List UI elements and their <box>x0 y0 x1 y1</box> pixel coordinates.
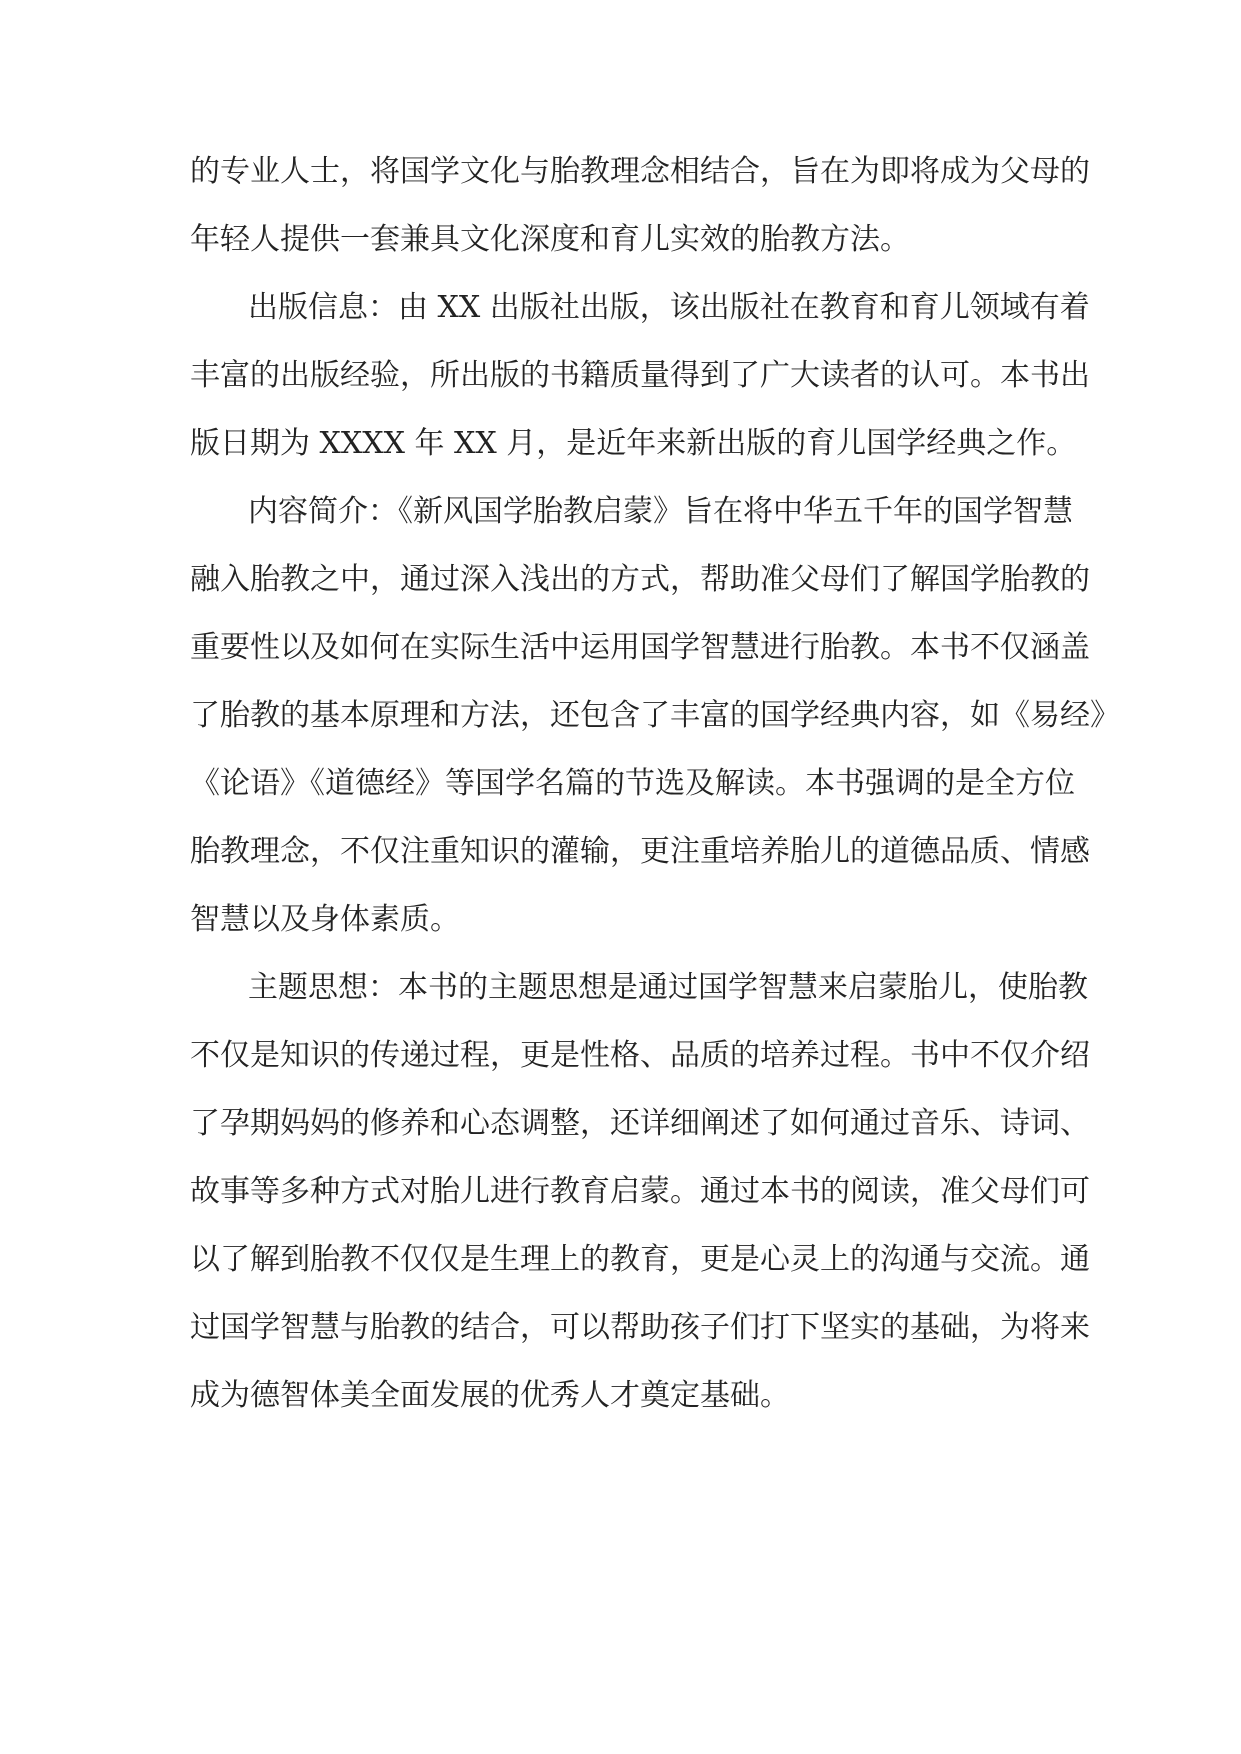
paragraph-content-summary <box>190 478 1120 954</box>
text-line: 胎教理念，不仅注重知识的灌输，更注重培养胎儿的道德品质、情感 <box>190 834 1090 869</box>
text-line: 出版信息：由 XX 出版社出版，该出版社在教育和育儿领域有着 <box>248 290 1090 325</box>
text-line: 智慧以及身体素质。 <box>190 902 460 937</box>
text-line: 丰富的出版经验，所出版的书籍质量得到了广大读者的认可。本书出 <box>190 358 1090 393</box>
text-line: 成为德智体美全面发展的优秀人才奠定基础。 <box>190 1378 790 1413</box>
text-line: 不仅是知识的传递过程，更是性格、品质的培养过程。书中不仅介绍 <box>190 1038 1090 1073</box>
text-line: 以了解到胎教不仅仅是生理上的教育，更是心灵上的沟通与交流。通 <box>190 1242 1090 1277</box>
paragraph-publication-info <box>190 274 1090 478</box>
text-line: 了孕期妈妈的修养和心态调整，还详细阐述了如何通过音乐、诗词、 <box>190 1106 1090 1141</box>
paragraph-author-background <box>190 138 1090 274</box>
text-line: 融入胎教之中，通过深入浅出的方式，帮助准父母们了解国学胎教的 <box>190 562 1090 597</box>
text-line: 过国学智慧与胎教的结合，可以帮助孩子们打下坚实的基础，为将来 <box>190 1310 1090 1345</box>
text-line: 重要性以及如何在实际生活中运用国学智慧进行胎教。本书不仅涵盖 <box>190 630 1090 665</box>
text-line: 故事等多种方式对胎儿进行教育启蒙。通过本书的阅读，准父母们可 <box>190 1174 1090 1209</box>
paragraph-theme <box>190 954 1090 1430</box>
text-line: 内容简介：《新风国学胎教启蒙》旨在将中华五千年的国学智慧 <box>248 494 1073 529</box>
text-line: 主题思想：本书的主题思想是通过国学智慧来启蒙胎儿，使胎教 <box>248 970 1088 1005</box>
document-page <box>190 138 1120 1430</box>
text-line: 版日期为 XXXX 年 XX 月，是近年来新出版的育儿国学经典之作。 <box>190 426 1077 461</box>
text-line: 《论语》《道德经》等国学名篇的节选及解读。本书强调的是全方位 <box>190 766 1075 801</box>
text-line: 了胎教的基本原理和方法，还包含了丰富的国学经典内容，如《易经》 <box>190 698 1120 733</box>
text-line: 年轻人提供一套兼具文化深度和育儿实效的胎教方法。 <box>190 222 910 257</box>
text-line: 的专业人士，将国学文化与胎教理念相结合，旨在为即将成为父母的 <box>190 154 1090 189</box>
